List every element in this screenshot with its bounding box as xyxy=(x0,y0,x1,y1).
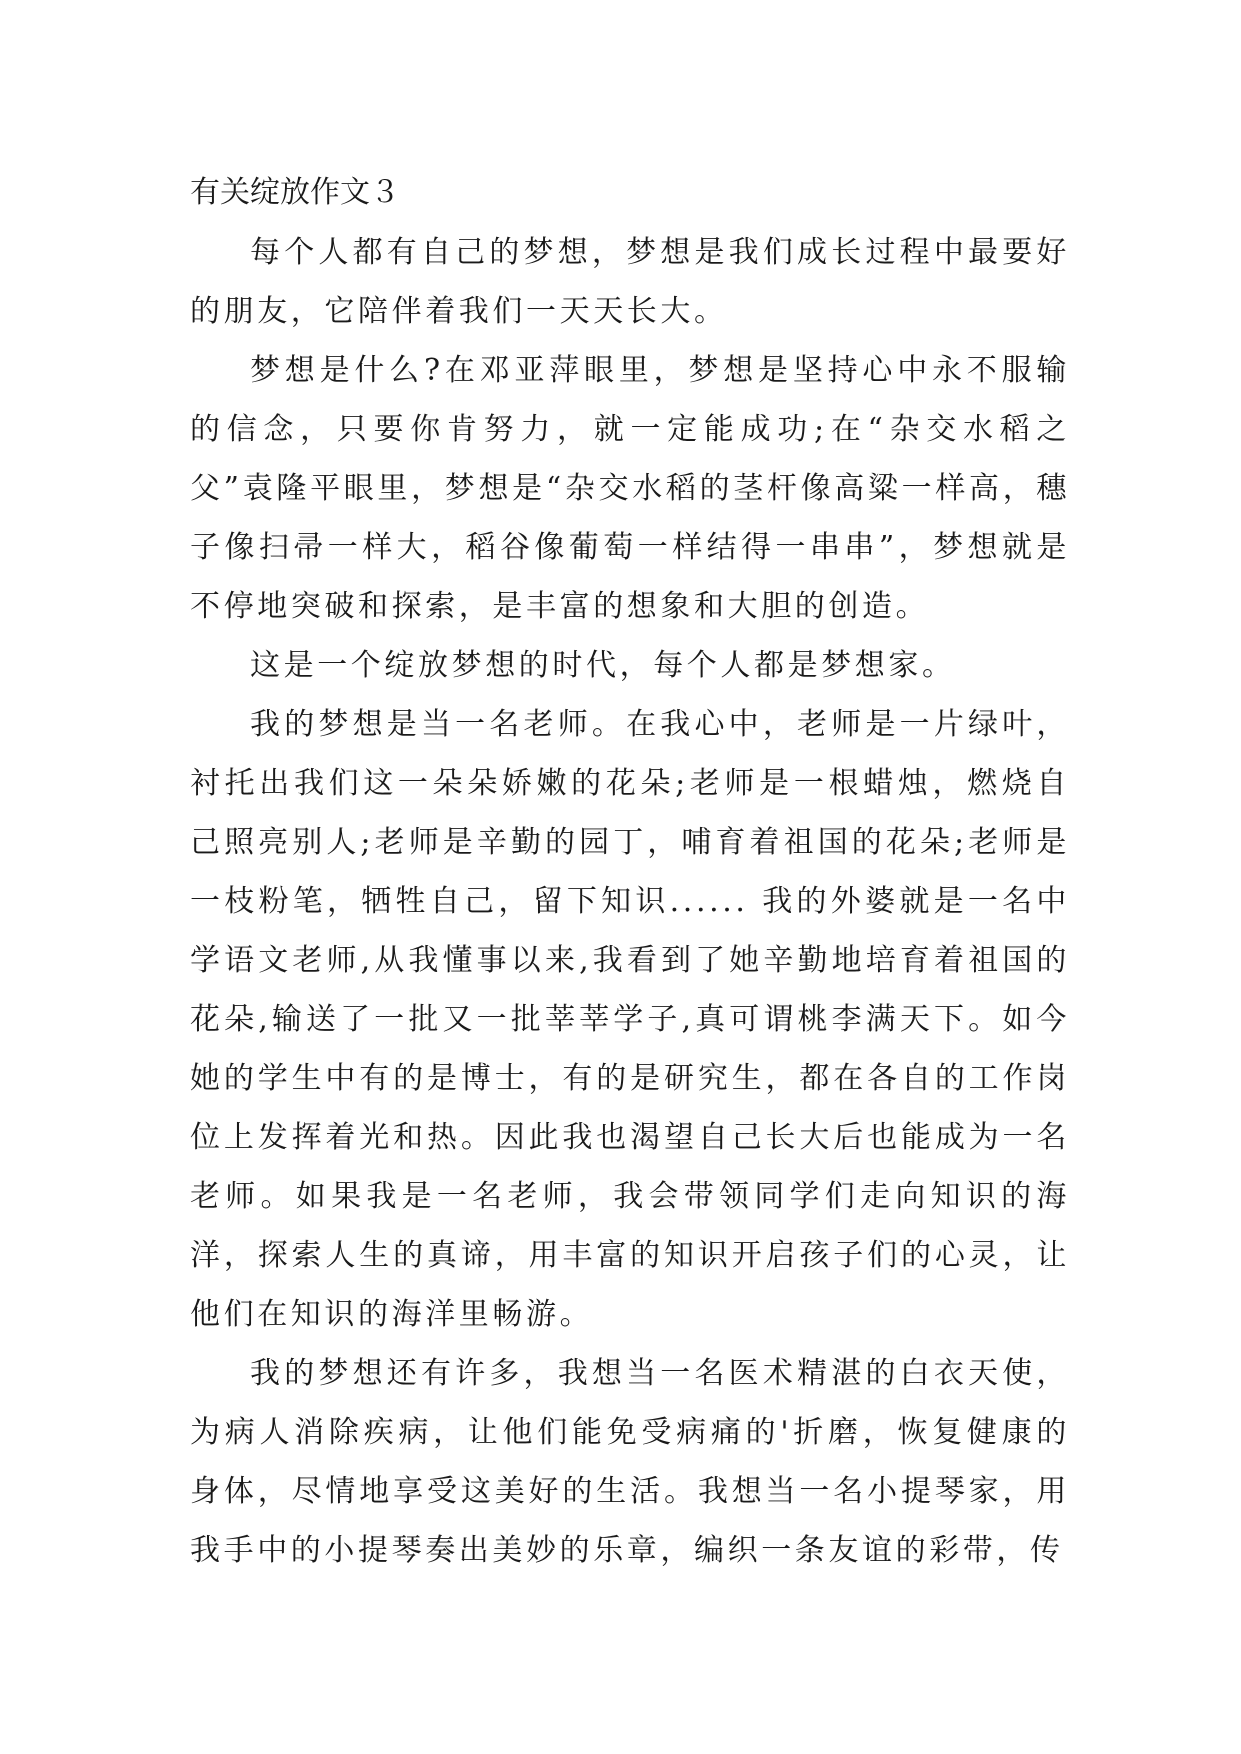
paragraph-3: 这是一个绽放梦想的时代，每个人都是梦想家。 xyxy=(250,648,956,683)
document-title: 有关绽放作文３ xyxy=(190,175,400,210)
paragraph-4: 我的梦想是当一名老师。在我心中，老师是一片绿叶，衬托出我们这一朵朵娇嫩的花朵;老师是一根蜡烛，燃烧自己照亮别人;老师是辛勤的园丁，哺育着祖国的花朵;老师是一枝粉笔，牺牲自己，留下知识...... 我的外婆就是一名中学语文老师,从我懂事以来,我看到了她辛勤地培育着祖国的花朵,输送了一批又一批莘莘学子,真可谓桃李满天下。如今她的学生中有的是博士，有的是研究生，都在各自的工作岗位上发挥着光和热。因此我也渴望自己长大后也能成为一名老师。如果我是一名老师，我会带领同学们走向知识的海洋，探索人生的真谛，用丰富的知识开启孩子们的心灵，让他们在知识的海洋里畅游。 xyxy=(190,707,1070,1332)
paragraph-5: 我的梦想还有许多，我想当一名医术精湛的白衣天使，为病人消除疾病，让他们能免受病痛的'折磨，恢复健康的身体，尽情地享受这美好的生活。我想当一名小提琴家，用我手中的小提琴奏出美妙的乐章，编织一条友谊的彩带，传 xyxy=(190,1356,1070,1568)
document-body xyxy=(190,163,1070,1580)
paragraph-1: 每个人都有自己的梦想，梦想是我们成长过程中最要好的朋友，它陪伴着我们一天天长大。 xyxy=(190,235,1070,329)
paragraph-2: 梦想是什么?在邓亚萍眼里，梦想是坚持心中永不服输的信念，只要你肯努力，就一定能成功;在“杂交水稻之父”袁隆平眼里，梦想是“杂交水稻的茎杆像高粱一样高，穗子像扫帚一样大，稻谷像葡萄一样结得一串串”，梦想就是不停地突破和探索，是丰富的想象和大胆的创造。 xyxy=(190,353,1070,624)
